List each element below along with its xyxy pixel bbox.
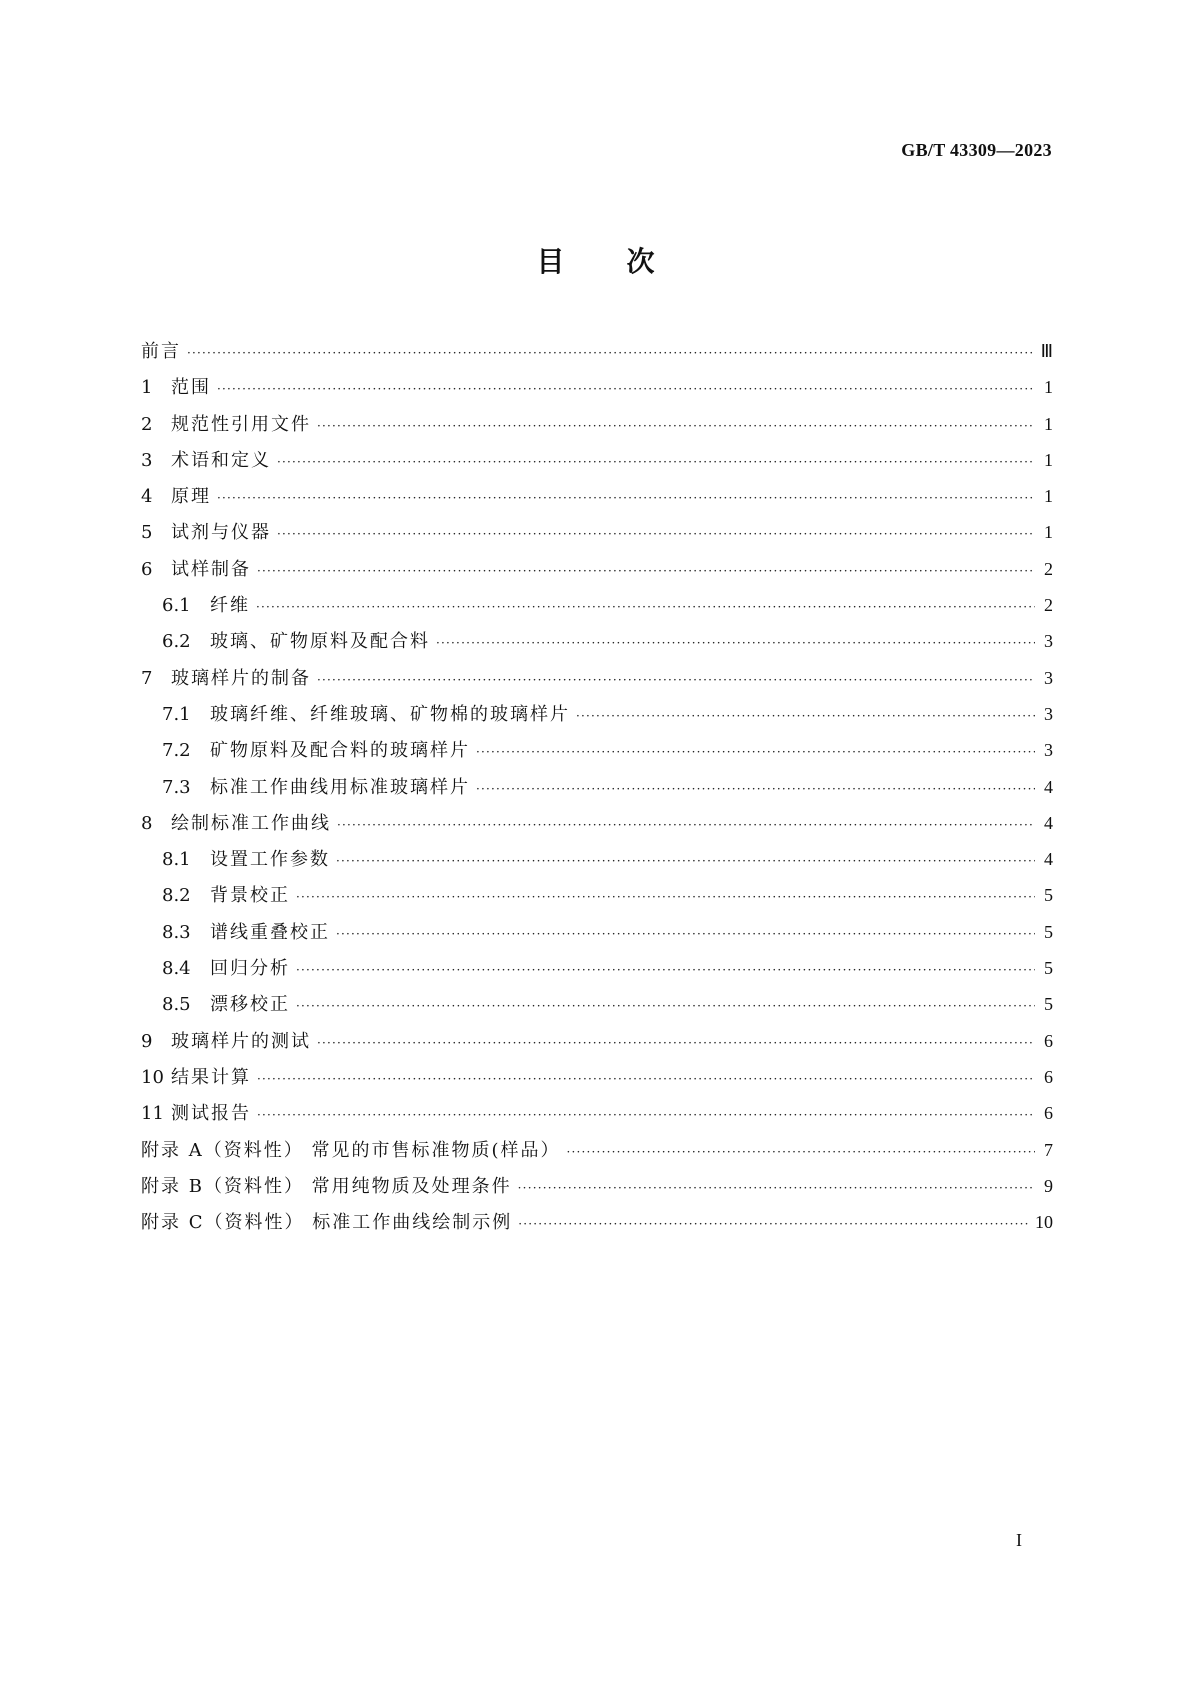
toc-entry[interactable] (141, 955, 1053, 991)
toc-entry-label: 玻璃、矿物原料及配合料 (210, 631, 430, 653)
dot-leader (217, 485, 1035, 511)
toc-entry[interactable] (141, 411, 1053, 447)
toc-entry[interactable] (141, 1064, 1053, 1100)
toc-entry[interactable] (141, 628, 1053, 664)
toc-entry-label: 背景校正 (210, 885, 290, 907)
toc-entry-label: 玻璃样片的测试 (171, 1030, 311, 1052)
toc-entry-page: 3 (1044, 631, 1053, 652)
toc-entry-page: 3 (1044, 740, 1053, 761)
toc-entry-page: 6 (1044, 1066, 1053, 1087)
toc-entry[interactable] (141, 483, 1053, 519)
dot-leader (476, 776, 1035, 802)
toc-entry-label: 附录 B（资料性） 常用纯物质及处理条件 (141, 1175, 512, 1197)
toc-entry[interactable] (141, 1137, 1053, 1173)
toc-entry-page: 1 (1044, 449, 1053, 470)
dot-leader (518, 1175, 1035, 1201)
toc-entry-label: 附录 A（资料性） 常见的市售标准物质(样品） (141, 1139, 561, 1161)
toc-entry[interactable] (141, 338, 1053, 374)
toc-entry[interactable] (141, 882, 1053, 918)
table-of-contents (141, 338, 1053, 1245)
dot-leader (256, 594, 1035, 620)
dot-leader (187, 340, 1035, 366)
toc-entry-number: 2 (141, 413, 153, 435)
toc-entry-label: 标准工作曲线用标准玻璃样片 (210, 776, 470, 798)
toc-entry-label: 前言 (141, 341, 181, 362)
toc-entry-page: 6 (1044, 1030, 1053, 1051)
toc-entry-page: 2 (1044, 595, 1053, 616)
toc-entry-label: 原理 (171, 486, 211, 508)
toc-entry[interactable] (141, 991, 1053, 1027)
dot-leader (296, 957, 1035, 983)
dot-leader (257, 1066, 1035, 1092)
page-number: I (1016, 1530, 1022, 1550)
toc-entry-page: 5 (1044, 994, 1053, 1015)
toc-entry-number: 7.1 (162, 703, 191, 725)
toc-entry-label: 规范性引用文件 (171, 413, 311, 435)
toc-entry-page: 5 (1044, 958, 1053, 979)
toc-entry[interactable] (141, 810, 1053, 846)
dot-leader (336, 921, 1035, 947)
dot-leader (277, 449, 1035, 475)
toc-entry-number: 8.4 (162, 958, 191, 980)
toc-entry-label: 绘制标准工作曲线 (171, 812, 331, 834)
toc-entry-number: 8 (141, 812, 153, 834)
toc-entry-page: 2 (1044, 558, 1053, 579)
page-title: 目次 (536, 245, 717, 278)
dot-leader (476, 739, 1035, 765)
toc-entry[interactable] (141, 1028, 1053, 1064)
dot-leader (436, 630, 1035, 656)
toc-entry[interactable] (141, 447, 1053, 483)
toc-entry-label: 试剂与仪器 (171, 522, 271, 544)
toc-entry-page: 3 (1044, 703, 1053, 724)
toc-entry-page: 1 (1044, 413, 1053, 434)
toc-entry-page: 9 (1044, 1175, 1053, 1196)
toc-entry-number: 5 (141, 522, 153, 544)
toc-entry[interactable] (141, 919, 1053, 955)
toc-entry-number: 6.2 (162, 631, 191, 653)
toc-entry-number: 9 (141, 1030, 153, 1052)
dot-leader (317, 413, 1035, 439)
toc-entry-page: Ⅲ (1040, 341, 1053, 361)
dot-leader (257, 1102, 1035, 1128)
dot-leader (576, 703, 1035, 729)
toc-entry[interactable] (141, 1173, 1053, 1209)
toc-entry-page: 4 (1044, 776, 1053, 797)
toc-entry-label: 漂移校正 (210, 994, 290, 1016)
dot-leader (257, 558, 1035, 584)
dot-leader (336, 848, 1035, 874)
toc-entry-page: 1 (1044, 522, 1053, 543)
dot-leader (317, 667, 1035, 693)
toc-entry-page: 5 (1044, 921, 1053, 942)
toc-entry-number: 7.2 (162, 740, 191, 762)
toc-entry-label: 附录 C（资料性） 标准工作曲线绘制示例 (141, 1212, 513, 1234)
toc-entry[interactable] (141, 1209, 1053, 1245)
toc-entry-number: 8.5 (162, 994, 191, 1016)
toc-entry[interactable] (141, 665, 1053, 701)
toc-entry[interactable] (141, 374, 1053, 410)
toc-entry-number: 8.2 (162, 885, 191, 907)
toc-entry-label: 回归分析 (210, 958, 290, 980)
toc-entry-number: 3 (141, 449, 153, 471)
document-number: GB/T 43309—2023 (901, 140, 1052, 160)
toc-entry-page: 10 (1035, 1212, 1053, 1233)
toc-entry-page: 5 (1044, 885, 1053, 906)
dot-leader (337, 812, 1035, 838)
toc-entry-label: 结果计算 (171, 1066, 251, 1088)
dot-leader (518, 1211, 1029, 1237)
toc-entry-page: 1 (1044, 486, 1053, 507)
dot-leader (566, 1139, 1035, 1165)
dot-leader (217, 376, 1035, 402)
toc-entry-label: 矿物原料及配合料的玻璃样片 (210, 740, 470, 762)
toc-entry[interactable] (141, 592, 1053, 628)
toc-entry-number: 8.3 (162, 921, 191, 943)
toc-entry-number: 10 (141, 1066, 164, 1088)
dot-leader (296, 884, 1035, 910)
toc-entry-label: 设置工作参数 (210, 849, 330, 871)
toc-entry-label: 试样制备 (171, 558, 251, 580)
toc-entry-number: 7 (141, 667, 153, 689)
toc-entry-label: 谱线重叠校正 (210, 921, 330, 943)
toc-entry-number: 6 (141, 558, 153, 580)
toc-entry[interactable] (141, 519, 1053, 555)
toc-entry-page: 4 (1044, 849, 1053, 870)
dot-leader (296, 993, 1035, 1019)
toc-entry-number: 8.1 (162, 849, 191, 871)
toc-entry-label: 纤维 (210, 595, 250, 617)
toc-entry-page: 6 (1044, 1103, 1053, 1124)
dot-leader (277, 521, 1035, 547)
toc-entry-page: 7 (1044, 1139, 1053, 1160)
toc-entry-page: 1 (1044, 377, 1053, 398)
toc-entry-label: 玻璃纤维、纤维玻璃、矿物棉的玻璃样片 (210, 703, 570, 725)
toc-entry-label: 玻璃样片的制备 (171, 667, 311, 689)
toc-entry-page: 3 (1044, 667, 1053, 688)
toc-entry-label: 范围 (171, 377, 211, 399)
toc-entry-number: 4 (141, 486, 153, 508)
toc-entry[interactable] (141, 1100, 1053, 1136)
toc-entry-label: 术语和定义 (171, 449, 271, 471)
toc-entry[interactable] (141, 701, 1053, 737)
toc-entry[interactable] (141, 556, 1053, 592)
toc-entry-number: 11 (141, 1103, 164, 1125)
toc-entry[interactable] (141, 737, 1053, 773)
toc-entry-number: 7.3 (162, 776, 191, 798)
toc-entry[interactable] (141, 774, 1053, 810)
toc-entry[interactable] (141, 846, 1053, 882)
dot-leader (317, 1030, 1035, 1056)
toc-entry-label: 测试报告 (171, 1103, 251, 1125)
toc-entry-number: 1 (141, 377, 153, 399)
toc-entry-page: 4 (1044, 812, 1053, 833)
toc-entry-number: 6.1 (162, 595, 191, 617)
